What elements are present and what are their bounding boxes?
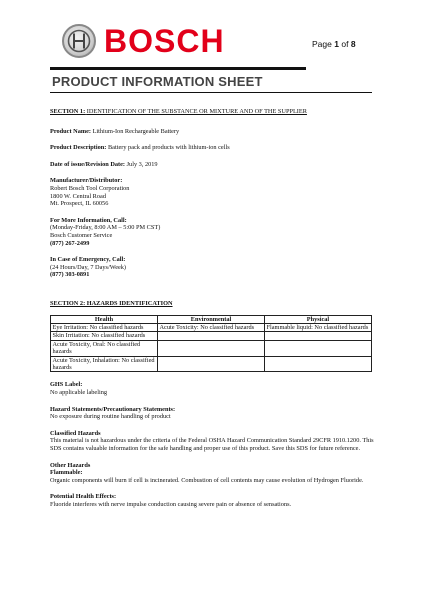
product-name-value: Lithium-Ion Rechargeable Battery — [92, 127, 180, 135]
product-description-value: Battery pack and products with lithium-ion cells — [107, 144, 230, 152]
table-row — [51, 340, 372, 356]
revision-date-label: Date of issue/Revision Date: — [50, 160, 126, 168]
other-hazards-label: Other Hazards — [50, 461, 91, 469]
table-cell: Acute Toxicity, Inhalation: No classified hazards — [51, 356, 158, 372]
table-cell — [265, 340, 372, 356]
product-name-label: Product Name: — [50, 127, 91, 135]
product-name-line — [50, 128, 380, 136]
table-cell: Acute Toxicity: No classified hazards — [158, 323, 265, 331]
table-cell — [158, 332, 265, 340]
flammable-text: Organic components will burn if cell is incinerated. Combustion of cell contents may cause evolution of Hydrogen Fluoride. — [50, 476, 364, 484]
armature-logo-icon — [62, 24, 96, 58]
revision-date-line — [50, 161, 380, 169]
page-title: PRODUCT INFORMATION SHEET — [52, 74, 263, 89]
table-cell: Flammable liquid: No classified hazards — [265, 323, 372, 331]
more-info-phone: (877) 267-2499 — [50, 239, 90, 247]
manufacturer-line-3: Mt. Prospect, IL 60056 — [50, 200, 109, 208]
more-info-label: For More Information, Call: — [50, 216, 127, 224]
page-label: Page — [312, 39, 332, 49]
product-description-label: Product Description: — [50, 144, 107, 152]
hazard-statements-label: Hazard Statements/Precautionary Statements: — [50, 405, 176, 413]
table-cell: Eye Irritation: No classified hazards — [51, 323, 158, 331]
table-row — [51, 323, 372, 331]
table-row — [51, 332, 372, 340]
table-cell: Acute Toxicity, Oral: No classified hazards — [51, 340, 158, 356]
emergency-phone: (877) 303-0891 — [50, 271, 90, 279]
ghs-text: No applicable labeling — [50, 388, 108, 396]
more-info-dept: Bosch Customer Service — [50, 231, 113, 239]
document-body — [50, 108, 380, 508]
hazards-table-header-row — [51, 315, 372, 323]
header-rule-thin — [50, 92, 372, 93]
classified-hazards-label: Classified Hazards — [50, 429, 101, 437]
revision-date-value: July 3, 2019 — [126, 160, 158, 168]
bosch-logo — [62, 22, 225, 60]
section1-heading — [50, 108, 380, 116]
section2-heading-text: SECTION 2: HAZARDS IDENTIFICATION — [50, 299, 173, 307]
flammable-label: Flammable: — [50, 469, 83, 477]
table-cell — [265, 356, 372, 372]
manufacturer-label: Manufacturer/Distributor: — [50, 177, 123, 185]
table-row — [51, 356, 372, 372]
emergency-hours: (24 Hours/Day, 7 Days/Week) — [50, 263, 127, 271]
page-of: of — [341, 39, 349, 49]
more-info-hours: (Monday-Friday, 8:00 AM – 5:00 PM CST) — [50, 224, 161, 232]
page-total: 8 — [350, 39, 356, 49]
col-environmental: Environmental — [158, 315, 265, 323]
section2-heading — [50, 300, 380, 308]
product-description-line — [50, 144, 380, 152]
potential-health-text: Fluoride interferes with nerve impulse conduction causing severe pain or absence of sensations. — [50, 500, 292, 508]
emergency-label: In Case of Emergency, Call: — [50, 256, 126, 264]
page-number — [312, 39, 356, 49]
table-cell — [158, 340, 265, 356]
section1-heading-text: IDENTIFICATION OF THE SUBSTANCE OR MIXTURE AND OF THE SUPPLIER — [86, 108, 307, 115]
manufacturer-line-1: Robert Bosch Tool Corporation — [50, 184, 130, 192]
table-cell — [158, 356, 265, 372]
header-rule-thick — [50, 67, 306, 70]
potential-health-label: Potential Health Effects: — [50, 493, 117, 501]
ghs-label: GHS Label: — [50, 381, 83, 389]
classified-hazards-text: This material is not hazardous under the criteria of the Federal OSHA Hazard Communication Standard 29CFR 1910.1200. This SDS contains valuable information for the safe handling and proper use of this product. Save this SDS for future reference. — [50, 437, 374, 452]
page-current: 1 — [334, 39, 339, 49]
col-health: Health — [51, 315, 158, 323]
hazard-statements-text: No exposure during routine handling of product — [50, 413, 171, 421]
hazards-table — [50, 315, 372, 373]
table-cell — [265, 332, 372, 340]
table-cell: Skin Irritation: No classified hazards — [51, 332, 158, 340]
col-physical: Physical — [265, 315, 372, 323]
section1-heading-num: SECTION 1: — [50, 108, 86, 115]
brand-name: BOSCH — [104, 23, 225, 59]
manufacturer-line-2: 1800 W. Central Road — [50, 192, 106, 200]
